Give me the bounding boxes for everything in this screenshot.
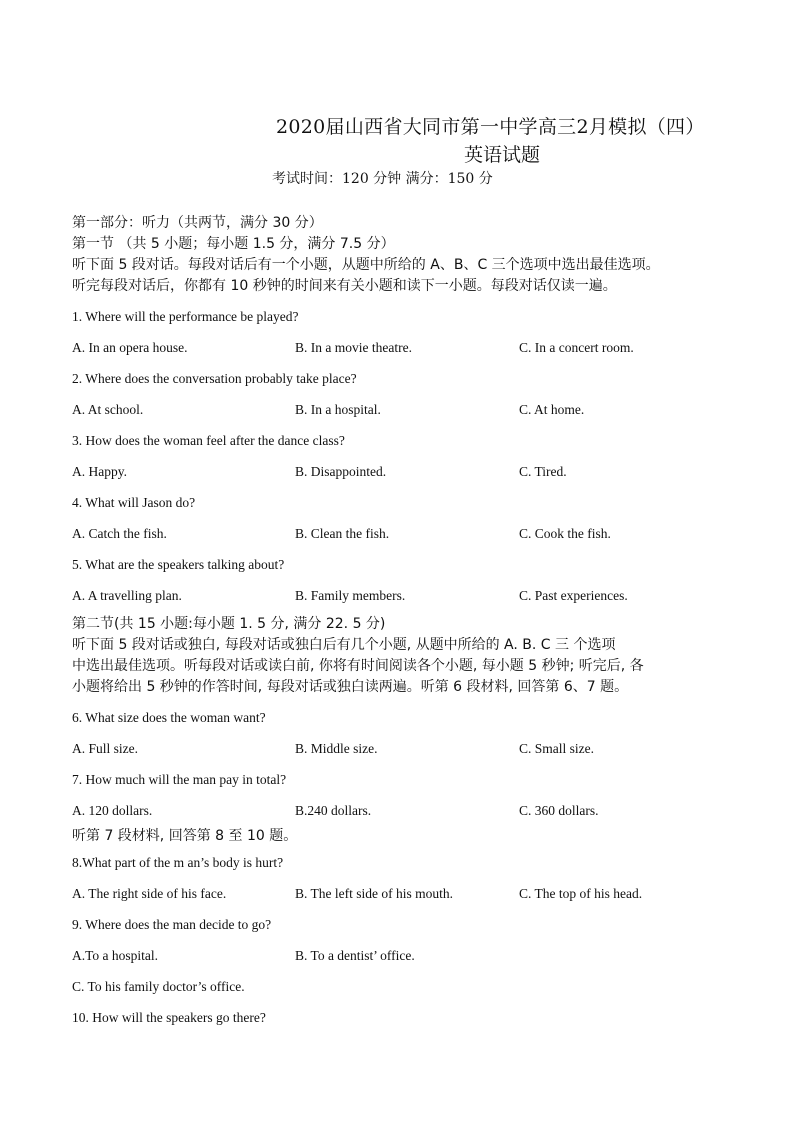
option-a: A. Full size. <box>72 741 138 756</box>
option-c: C. In a concert room. <box>519 340 634 355</box>
option-c: C. Cook the fish. <box>519 526 611 541</box>
options-6 <box>72 733 732 764</box>
section1-instructions-1: 听下面 5 段对话。每段对话后有一个小题，从题中所给的 A、B、C 三个选项中选出最佳选项。 <box>72 257 660 273</box>
option-b: B. Middle size. <box>295 741 378 756</box>
exam-title: 2020届山西省大同市第一中学高三2月模拟（四） <box>276 116 705 138</box>
option-b: B. In a hospital. <box>295 402 381 417</box>
exam-body <box>72 213 732 1033</box>
section2-instructions-2: 中选出最佳选项。听每段对话或读白前, 你将有时间阅读各个小题, 每小题 5 秒钟; 听完后, 各 <box>72 658 644 674</box>
option-b: B. Disappointed. <box>295 464 387 479</box>
options-9 <box>72 940 732 971</box>
option-a: A. At school. <box>72 402 144 417</box>
exam-info: 考试时间：120 分钟 满分：150 分 <box>272 171 493 187</box>
section1-instructions-2: 听完每段对话后，你都有 10 秒钟的时间来有关小题和读下一小题。每段对话仅读一遍。 <box>72 278 617 294</box>
section2-note: 听第 7 段材料, 回答第 8 至 10 题。 <box>72 828 298 844</box>
question-9: 9. Where does the man decide to go? <box>72 917 272 932</box>
option-c: C. The top of his head. <box>519 886 643 901</box>
options-2 <box>72 394 732 425</box>
part1-heading: 第一部分：听力（共两节，满分 30 分） <box>72 215 323 231</box>
question-4: 4. What will Jason do? <box>72 495 196 510</box>
option-b: B.240 dollars. <box>295 803 372 818</box>
options-1 <box>72 332 732 363</box>
question-1: 1. Where will the performance be played? <box>72 309 299 324</box>
question-10: 10. How will the speakers go there? <box>72 1010 266 1025</box>
section2-instructions-1: 听下面 5 段对话或独白, 每段对话或独白后有几个小题, 从题中所给的 A. B. C 三 个选项 <box>72 637 616 653</box>
option-a: A. Catch the fish. <box>72 526 167 541</box>
option-b: B. The left side of his mouth. <box>295 886 453 901</box>
option-b: B. To a dentist’ office. <box>295 948 415 963</box>
options-4 <box>72 518 732 549</box>
option-a: A. 120 dollars. <box>72 803 153 818</box>
option-c: C. 360 dollars. <box>519 803 599 818</box>
question-5: 5. What are the speakers talking about? <box>72 557 285 572</box>
option-a: A. Happy. <box>72 464 127 479</box>
option-a: A.To a hospital. <box>72 948 159 963</box>
option-a: A. A travelling plan. <box>72 588 182 603</box>
options-5 <box>72 580 732 602</box>
question-2: 2. Where does the conversation probably take place? <box>72 371 357 386</box>
question-3: 3. How does the woman feel after the dance class? <box>72 433 345 448</box>
option-c: C. Small size. <box>519 741 594 756</box>
section1-heading: 第一节 （共 5 小题；每小题 1.5 分，满分 7.5 分） <box>72 236 395 252</box>
question-8: 8.What part of the m an’s body is hurt? <box>72 855 284 870</box>
options-8 <box>72 878 732 909</box>
option-b: B. In a movie theatre. <box>295 340 412 355</box>
options-3 <box>72 456 732 487</box>
option-b: B. Clean the fish. <box>295 526 390 541</box>
question-7: 7. How much will the man pay in total? <box>72 772 287 787</box>
section2-instructions-3: 小题将给出 5 秒钟的作答时间, 每段对话或独白读两遍。听第 6 段材料, 回答第 6、7 题。 <box>72 679 629 695</box>
option-a: A. The right side of his face. <box>72 886 227 901</box>
option-a: A. In an opera house. <box>72 340 188 355</box>
option-b: B. Family members. <box>295 588 406 603</box>
question-6: 6. What size does the woman want? <box>72 710 266 725</box>
option-c: C. At home. <box>519 402 585 417</box>
option-c: C. Tired. <box>519 464 567 479</box>
options-7 <box>72 795 732 820</box>
option-c: C. Past experiences. <box>519 588 628 603</box>
option-c-9: C. To his family doctor’s office. <box>72 979 245 994</box>
section2-heading: 第二节(共 15 小题:每小题 1. 5 分, 满分 22. 5 分) <box>72 616 386 632</box>
exam-subject: 英语试题 <box>464 144 541 166</box>
